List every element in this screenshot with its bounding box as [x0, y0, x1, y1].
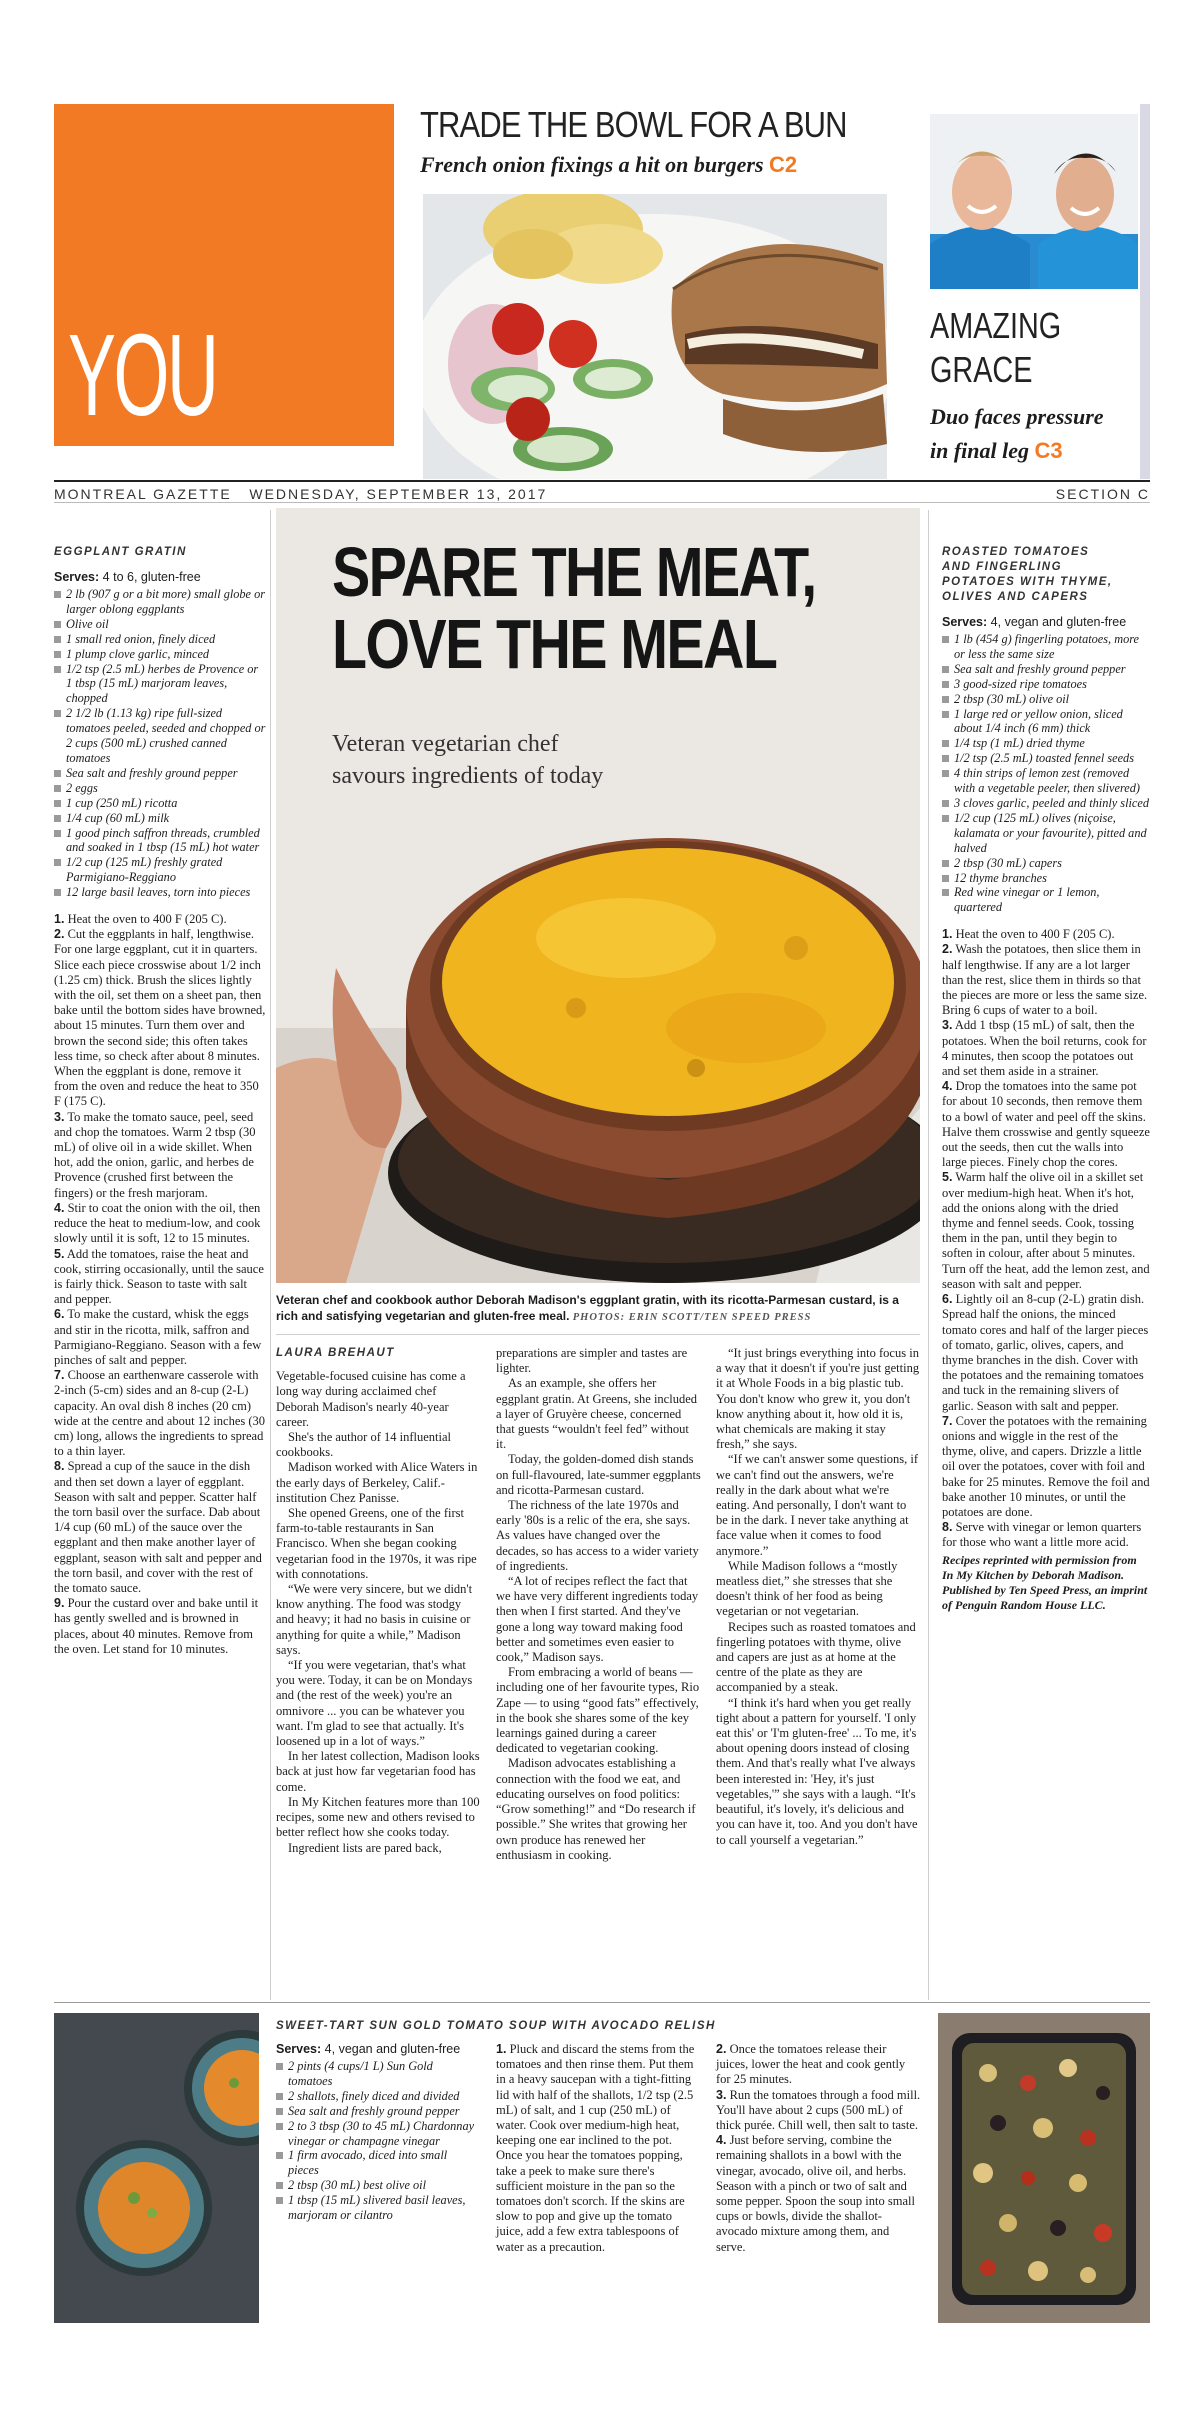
article-paragraph: Ingredient lists are pared back, — [288, 1840, 442, 1855]
step-number: 2. — [54, 927, 65, 942]
ingredient-item: 1 tbsp (15 mL) slivered basil leaves, marjoram or cilantro — [276, 2193, 476, 2223]
ingredient-item: 2 shallots, finely diced and divided — [276, 2089, 476, 2104]
teaser-grace-headline-line1[interactable]: AMAZING — [930, 305, 1062, 346]
step-item — [942, 1520, 1150, 1550]
step-item — [54, 1201, 266, 1247]
step-text: Add the tomatoes, raise the heat and cook, stirring occasionally, until the sauce is fairly thick. Season to taste with salt and pepper. — [54, 1246, 264, 1307]
ingredient-item: 1 cup (250 mL) ricotta — [54, 796, 266, 811]
ingredient-item: 2 1/2 lb (1.13 kg) ripe full-sized tomatoes peeled, seeded and chopped or 2 cups (500 mL) crushed canned tomatoes — [54, 706, 266, 766]
article-paragraph: “We were very sincere, but we didn't know anything. The food was stodgy and heavy; it had no basis in cuisine or anything for quite a while,” Madison says. — [276, 1582, 473, 1657]
teaser-burger-subhead-text: French onion fixings a hit on burgers — [420, 152, 764, 177]
article-paragraph: The richness of the late 1970s and early '80s is a relic of the era, she says. As values have changed over the decades, so has access to a wider variety of ingredients. — [496, 1498, 699, 1573]
tomato-serves — [942, 615, 1150, 630]
step-text: Cut the eggplants in half, lengthwise. For one large eggplant, cut it in quarters. Slice each piece crosswise about 1/2 inch (1.25 cm) thick. Brush the slices lightly with the oil, set them on a sheet pan, then bake until the bottom sides have browned, about 15 minutes. Turn them over and brown the second side; this often takes less time, so check after about 8 minutes. When the eggplant is done, remove it from the oven and reduce the heat to 350 F (175 C). — [54, 927, 266, 1109]
ingredient-item: 1 large red or yellow onion, sliced about 1/4 inch (6 mm) thick — [942, 707, 1150, 737]
step-item — [54, 1247, 266, 1308]
step-item — [716, 2133, 921, 2255]
eggplant-steps — [54, 912, 266, 1657]
step-text: Run the tomatoes through a food mill. You'll have about 2 cups (500 mL) of thick purée. Chill well, then salt to taste. — [716, 2087, 921, 2133]
ingredient-item: 1/4 cup (60 mL) milk — [54, 811, 266, 826]
hero-headline — [332, 533, 816, 683]
soup-ingredients-column — [276, 2042, 476, 2223]
article-paragraph: “It just brings everything into focus in a way that it doesn't if you're just getting it at Whole Foods in a big plastic tub. You don't know who grew it, you don't know anything about it, how old it is, what chemicals are making it stay fresh,” she says. — [716, 1346, 920, 1452]
section-word: YOU — [68, 310, 217, 440]
step-text: Add 1 tbsp (15 mL) of salt, then the potatoes. When the boil returns, cook for 4 minutes, then scoop the potatoes out and set them aside in a strainer. — [942, 1018, 1147, 1079]
photo-credit: PHOTOS: ERIN SCOTT/TEN SPEED PRESS — [572, 1312, 812, 1323]
ingredient-item: 1 lb (454 g) fingerling potatoes, more or less the same size — [942, 632, 1150, 662]
teaser-burger-headline[interactable]: TRADE THE BOWL FOR A BUN — [420, 104, 847, 145]
recipe-credit: Recipes reprinted with permission from In My Kitchen by Deborah Madison. Published by Ten Speed Press, an imprint of Penguin Random House LLC. — [942, 1552, 1148, 1612]
tomato-ingredients — [942, 632, 1150, 915]
step-text: To make the custard, whisk the eggs and stir in the ricotta, milk, saffron and Parmigiano-Reggiano. Season with a few pinches of salt and pepper. — [54, 1307, 262, 1367]
tomato-title-line: POTATOES WITH THYME, — [942, 576, 1113, 588]
soup-step1-column — [496, 2042, 701, 2255]
teaser-grace-subhead-line1: Duo faces pressure — [930, 404, 1104, 429]
step-item — [54, 1110, 266, 1201]
hero-headline-line1: SPARE THE MEAT, — [332, 533, 816, 611]
article-paragraph: Madison advocates establishing a connection with the food we eat, and educating ourselves on food politics: “Grow something!” and “Do research if possible.” She writes that growing her own produce has renewed her enthusiasm in cooking. — [496, 1756, 696, 1862]
teaser-burger[interactable] — [420, 104, 890, 479]
step-number: 1. — [496, 2042, 507, 2056]
article-paragraph: She opened Greens, one of the first farm-to-table restaurants in San Francisco. When she began cooking vegetarian food in the 1970s, it was ripe with connotations. — [276, 1506, 477, 1581]
step-text: Choose an earthenware casserole with 2-inch (5-cm) sides and an 8-cup (2-L) capacity. An oval dish 8 inches (20 cm) wide at the centre and about 12 inches (30 cm) long, allows the ingredients to spread to a thin layer. — [54, 1368, 266, 1459]
ingredient-item: Sea salt and freshly ground pepper — [276, 2104, 476, 2119]
soup-photo-illustration — [54, 2013, 259, 2323]
burger-photo — [423, 194, 887, 479]
ingredient-item: 2 tbsp (30 mL) olive oil — [942, 692, 1150, 707]
ingredient-item: 12 thyme branches — [942, 871, 1150, 886]
section-you-block — [54, 104, 394, 446]
step-number: 2. — [942, 942, 953, 957]
step-text: Pour the custard over and bake until it has gently swelled and is browned in places, about 40 minutes. Remove from the oven. Let stand for 10 minutes. — [54, 1596, 259, 1656]
ingredient-item: 1 small red onion, finely diced — [54, 632, 266, 647]
soup-serves — [276, 2042, 476, 2057]
eggplant-serves — [54, 570, 266, 585]
step-number: 1. — [54, 912, 65, 927]
article-paragraph: In My Kitchen features more than 100 recipes, some new and others revised to better reflect how she cooks today. — [276, 1794, 480, 1840]
step-item — [942, 1079, 1150, 1170]
ingredient-item: 1 good pinch saffron threads, crumbled and soaked in 1 tbsp (15 mL) hot water — [54, 826, 266, 856]
step-number: 9. — [54, 1596, 65, 1611]
ingredient-item: 1/2 tsp (2.5 mL) herbes de Provence or 1 tbsp (15 mL) marjoram leaves, chopped — [54, 662, 266, 707]
ingredient-item: 1/2 cup (125 mL) olives (niçoise, kalamata or your favourite), pitted and halved — [942, 811, 1150, 856]
step-number: 3. — [942, 1018, 953, 1033]
ingredient-item: 12 large basil leaves, torn into pieces — [54, 885, 266, 900]
article-paragraph: “I think it's hard when you get really tight about a pattern for yourself. 'I only eat this' or 'I'm gluten-free' ... To me, it's about opening doors instead of closing them. And that's really what I've always been interested in: 'Hey, it's just vegetables,'” she says with a laugh. “It's beautiful, it's lovely, it's delicious and you can have it, too. And you don't have to call yourself a vegetarian.” — [716, 1695, 918, 1847]
tomato-title-line: OLIVES AND CAPERS — [942, 591, 1089, 603]
serves-label: Serves: — [942, 615, 988, 629]
step-item — [716, 2088, 921, 2134]
ingredient-item: 1/4 tsp (1 mL) dried thyme — [942, 736, 1150, 751]
hero-dek-line2: savours ingredients of today — [332, 763, 604, 789]
ingredient-item: 2 pints (4 cups/1 L) Sun Gold tomatoes — [276, 2059, 476, 2089]
ingredient-item: Sea salt and freshly ground pepper — [942, 662, 1150, 677]
article-paragraph: Recipes such as roasted tomatoes and fingerling potatoes with thyme, olive and capers are just as at home at the centre of the plate as they are accompanied by a steak. — [716, 1619, 916, 1695]
step-number: 6. — [54, 1307, 65, 1322]
ingredient-item: 1 plump clove garlic, minced — [54, 647, 266, 662]
duo-photo-illustration — [930, 114, 1138, 289]
ingredient-item: 1 firm avocado, diced into small pieces — [276, 2148, 476, 2178]
page-ref-c3[interactable]: C3 — [1034, 438, 1063, 463]
serves-label: Serves: — [276, 2042, 322, 2056]
column-divider — [928, 510, 929, 2000]
step-number: 8. — [942, 1520, 953, 1535]
step-item — [942, 1292, 1150, 1414]
ingredient-item: 2 tbsp (30 mL) capers — [942, 856, 1150, 871]
article-column-2 — [496, 1346, 701, 1863]
soup-steps-column — [716, 2042, 921, 2255]
teaser-amazing-grace[interactable] — [920, 104, 1150, 479]
step-item — [54, 1459, 266, 1596]
step-item — [942, 927, 1150, 942]
ingredient-item: Sea salt and freshly ground pepper — [54, 766, 266, 781]
step-number: 4. — [716, 2133, 727, 2148]
soup-title: SWEET-TART SUN GOLD TOMATO SOUP WITH AVOCADO RELISH — [276, 2020, 716, 2032]
article-paragraph: While Madison follows a “mostly meatless diet,” she stresses that she doesn't think of her food as being vegetarian or not vegetarian. — [716, 1558, 898, 1619]
article-paragraph: In her latest collection, Madison looks back at just how far vegetarian food has come. — [276, 1749, 480, 1794]
tomato-title-line: AND FINGERLING — [942, 561, 1063, 573]
step-item — [54, 912, 266, 927]
eggplant-recipe — [54, 545, 266, 1657]
step-text: Warm half the olive oil in a skillet set over medium-high heat. When it's hot, add the onions along with the dried thyme and fennel seeds. Cook, tossing them in the pan, until they begin to soften in colour, after about 5 minutes. Turn off the heat, add the lemon zest, and season with salt and pepper. — [942, 1170, 1150, 1291]
bottom-section-rule — [54, 2002, 1150, 2003]
step-text: Just before serving, combine the remaining shallots in a bowl with the vinegar, avocado, olive oil, and herbs. Season with a pinch or two of salt and some pepper. Spoon the soup into small cups or bowls, divide the shallot-avocado mixture among them, and serve. — [716, 2133, 915, 2254]
ingredient-item: Olive oil — [54, 617, 266, 632]
step-text: Lightly oil an 8-cup (2-L) gratin dish. Spread half the onions, the minced tomato cores and half of the larger pieces of tomato, garlic, olives, capers, and thyme branches in the dish. Cover with the potatoes and the remaining tomatoes and tuck in the remaining slivers of garlic. Season with salt and pepper. — [942, 1292, 1149, 1413]
step-item — [942, 942, 1150, 1018]
article-paragraph: From embracing a world of beans — including one of her favourite types, Rio Zape — to using “good fats” effectively, in the book she shares some of the key learnings gained during a career dedicated to vegetarian cooking. — [496, 1665, 700, 1756]
article-paragraph: preparations are simpler and tastes are lighter. — [496, 1346, 688, 1376]
tomato-steps — [942, 927, 1150, 1550]
step-text: To make the tomato sauce, peel, seed and chop the tomatoes. Warm 2 tbsp (30 mL) of olive oil in a wide skillet. When hot, add the onion, garlic, and herbes de Provence (crushed first between the fingers) or the fresh marjoram. — [54, 1109, 256, 1200]
step-text: Heat the oven to 400 F (205 C). — [955, 927, 1115, 942]
article-column-3 — [716, 1346, 921, 1848]
ingredient-item: 2 eggs — [54, 781, 266, 796]
ingredient-item: 2 to 3 tbsp (30 to 45 mL) Chardonnay vinegar or champagne vinegar — [276, 2119, 476, 2149]
step-text: Stir to coat the onion with the oil, then reduce the heat to medium-low, and cook slowly until it is soft, 12 to 15 minutes. — [54, 1200, 261, 1246]
hero-dek — [332, 728, 603, 792]
step-item — [942, 1018, 1150, 1079]
step-item — [942, 1170, 1150, 1292]
step-text: Once the tomatoes release their juices, lower the heat and cook gently for 25 minutes. — [716, 2042, 906, 2087]
eggplant-ingredients — [54, 587, 266, 900]
step-text: Wash the potatoes, then slice them in half lengthwise. If any are a lot larger than the rest, slice them in thirds so that the pieces are more or less the same size. Bring 6 cups of water to a boil. — [942, 942, 1148, 1018]
article-paragraph: Vegetable-focused cuisine has come a long way during acclaimed chef Deborah Madison's nearly 40-year career. — [276, 1369, 466, 1429]
step-number: 5. — [942, 1170, 953, 1185]
step-number: 5. — [54, 1246, 65, 1261]
page-ref-c2[interactable]: C2 — [769, 152, 798, 177]
step-number: 3. — [716, 2087, 727, 2102]
article-paragraph: Today, the golden-domed dish stands on full-flavoured, late-summer eggplants and ricotta-Parmesan custard. — [496, 1452, 701, 1497]
teaser-grace-headline-line2[interactable]: GRACE — [930, 349, 1033, 390]
serves-text: 4, vegan and gluten-free — [990, 615, 1127, 629]
photo-caption — [276, 1292, 920, 1326]
step-text: Pluck and discard the stems from the tomatoes and then rinse them. Put them in a heavy saucepan with a tight-fitting lid with half of the shallots, 1/2 tsp (2.5 mL) of salt, and 1 cup (250 mL) of water. Cook over medium-high heat, keeping one ear inclined to the pot. Once you hear the tomatoes popping, take a peek to make sure there's sufficient moisture in the pan so the tomatoes don't scorch. If the skins are slow to pop and give up the tomato juice, add a few extra tablespoons of water as a precaution. — [496, 2042, 695, 2254]
caption-text: Veteran chef and cookbook author Deborah Madison's eggplant gratin, with its ricotta-Parmesan custard, is a rich and satisfying vegetarian and gluten-free meal. — [276, 1293, 899, 1323]
ingredient-item: 1/2 tsp (2.5 mL) toasted fennel seeds — [942, 751, 1150, 766]
step-number: 3. — [54, 1109, 65, 1124]
article-paragraph: “If we can't answer some questions, if we can't find out the answers, we're really in the dark about what we're eating. And personally, I don't want to be in the dark. I never take anything at face value when it comes to food anymore.” — [716, 1452, 919, 1558]
step-text: Drop the tomatoes into the same pot for about 10 seconds, then remove them to a bowl of water and peel off the skins. Halve them crosswise and gently squeeze out the seeds, then cut the walls into large pieces. Finely chop the cores. — [942, 1079, 1150, 1170]
step-item — [54, 1307, 266, 1368]
masthead-bar — [54, 480, 1150, 500]
serves-text: 4, vegan and gluten-free — [324, 2042, 461, 2056]
tomato-potato-recipe — [942, 545, 1150, 1613]
teaser-grace-headline[interactable] — [930, 304, 1061, 392]
section-label: SECTION C — [1055, 486, 1150, 502]
tomato-title-line: ROASTED TOMATOES — [942, 546, 1090, 558]
article-column-1 — [276, 1346, 481, 1856]
ingredient-item: 4 thin strips of lemon zest (removed with a vegetable peeler, then slivered) — [942, 766, 1150, 796]
soup-photo — [54, 2013, 259, 2323]
ingredient-item: Red wine vinegar or 1 lemon, quartered — [942, 885, 1150, 915]
step-item — [54, 1368, 266, 1459]
teaser-grace-subhead-line2: in final leg — [930, 438, 1030, 463]
ingredient-item: 1/2 cup (125 mL) freshly grated Parmigiano-Reggiano — [54, 855, 266, 885]
step-item — [496, 2042, 701, 2255]
roasted-vegetables-photo — [938, 2013, 1150, 2323]
teaser-grace-subhead — [930, 400, 1104, 468]
serves-label: Serves: — [54, 570, 100, 584]
eggplant-title: EGGPLANT GRATIN — [54, 546, 187, 558]
column-divider — [270, 510, 271, 2000]
ingredient-item: 3 good-sized ripe tomatoes — [942, 677, 1150, 692]
byline: LAURA BREHAUT — [276, 1347, 395, 1359]
step-text: Cover the potatoes with the remaining onions and wiggle in the rest of the thyme, olive, and capers. Drizzle a little oil over the potatoes, cover with foil and bake for 25 minutes. Remove the foil and bake another 10 minutes, or until the potatoes are done. — [942, 1413, 1150, 1519]
article-paragraph: “A lot of recipes reflect the fact that we have very different ingredients today then when I first started. And they've gone a long way toward making food better and sometimes even easier to cook,” Madison says. — [496, 1574, 699, 1665]
step-item — [716, 2042, 921, 2088]
soup-ingredients — [276, 2059, 476, 2223]
masthead-rule — [54, 502, 1150, 503]
roasted-vegetables-illustration — [938, 2013, 1150, 2323]
hero-headline-line2: LOVE THE MEAL — [332, 605, 777, 683]
article-paragraph: As an example, she offers her eggplant gratin. At Greens, she included a layer of Gruyère cheese, concerned that guests “wouldn't feel fed” without it. — [496, 1376, 697, 1452]
step-item — [54, 927, 266, 1109]
ingredient-item: 3 cloves garlic, peeled and thinly sliced — [942, 796, 1150, 811]
step-text: Heat the oven to 400 F (205 C). — [67, 912, 227, 927]
step-number: 7. — [942, 1413, 953, 1428]
step-text: Serve with vinegar or lemon quarters for those who want a little more acid. — [942, 1520, 1142, 1550]
article-paragraph: Madison worked with Alice Waters in the early days of Berkeley, Calif.-institution Chez Panisse. — [276, 1460, 478, 1505]
step-number: 1. — [942, 927, 953, 942]
step-item — [54, 1596, 266, 1657]
step-item — [942, 1414, 1150, 1520]
duo-photo — [930, 114, 1138, 289]
article-paragraph: She's the author of 14 influential cookbooks. — [276, 1430, 451, 1460]
article-paragraph: “If you were vegetarian, that's what you were. Today, it can be on Mondays and (the rest of the week) you're an omnivore ... you can be whatever you want. I'm glad to see that actually. It's loosened up in a lot of ways.” — [276, 1658, 473, 1749]
step-number: 4. — [942, 1079, 953, 1094]
caption-rule — [276, 1334, 920, 1335]
step-number: 7. — [54, 1368, 65, 1383]
ingredient-item: 2 tbsp (30 mL) best olive oil — [276, 2178, 476, 2193]
burger-photo-illustration — [423, 194, 887, 479]
teaser-burger-subhead — [420, 152, 890, 178]
hero-photo — [276, 508, 920, 1283]
tomato-recipe-title — [942, 545, 1150, 605]
step-number: 6. — [942, 1292, 953, 1307]
step-number: 8. — [54, 1459, 65, 1474]
step-text: Spread a cup of the sauce in the dish and then set down a layer of eggplant. Season with salt and pepper. Scatter half the torn basil over the surface. Dab about 1/4 cup (60 mL) of the sauce over the eggplant and then make another layer of eggplant, season with salt and pepper and the torn basil, and cover with the rest of the tomato sauce. — [54, 1459, 262, 1595]
hero-dek-line1: Veteran vegetarian chef — [332, 731, 559, 757]
ingredient-item: 2 lb (907 g or a bit more) small globe or larger oblong eggplants — [54, 587, 266, 617]
step-number: 4. — [54, 1200, 65, 1215]
serves-text: 4 to 6, gluten-free — [102, 570, 201, 584]
paper-date: MONTREAL GAZETTE WEDNESDAY, SEPTEMBER 13, 2017 — [54, 486, 548, 502]
step-number: 2. — [716, 2042, 727, 2056]
